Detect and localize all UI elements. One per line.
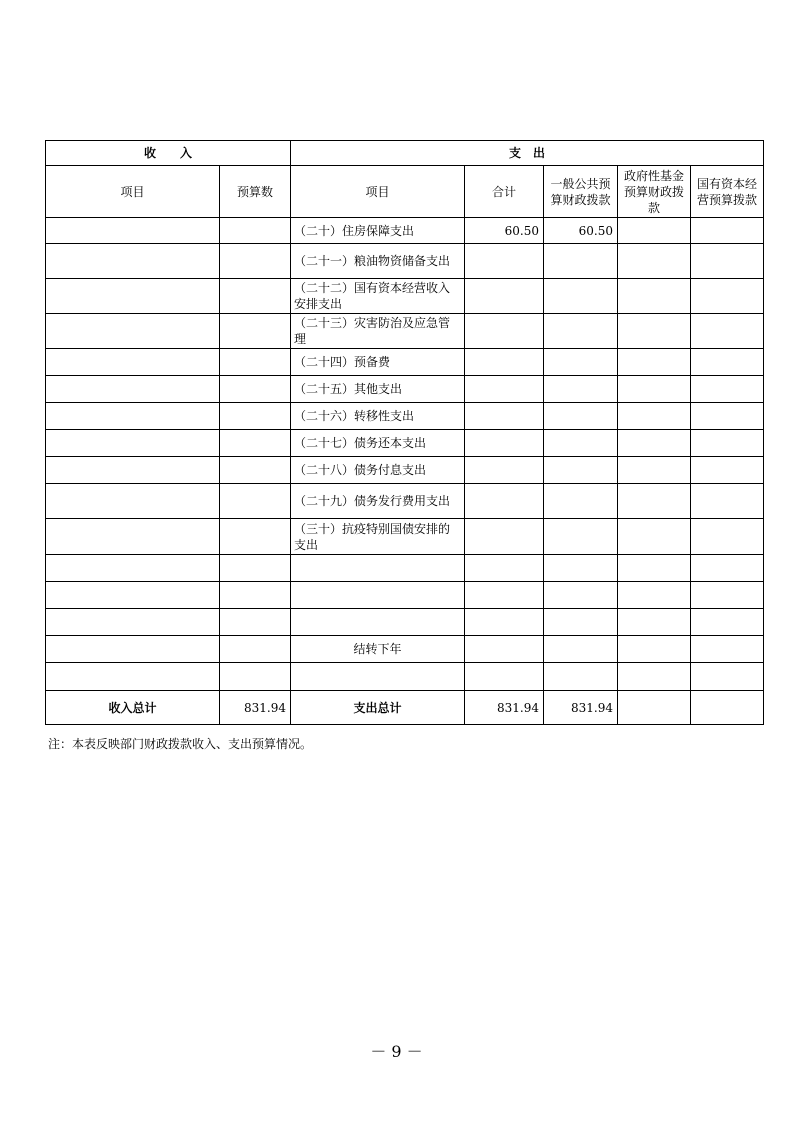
- expense-general-total: 831.94: [544, 691, 618, 725]
- col-general-public: 一般公共预算财政拨款: [544, 166, 618, 218]
- row-general: [544, 244, 618, 279]
- table-row: [46, 403, 764, 430]
- col-total: 合计: [465, 166, 544, 218]
- row-general: [544, 457, 618, 484]
- table-row: [46, 218, 764, 244]
- row-general: [544, 519, 618, 555]
- row-general: 60.50: [544, 218, 618, 244]
- expense-item: （二十二）国有资本经营收入安排支出: [291, 279, 465, 314]
- empty-row: [46, 663, 764, 691]
- row-general: [544, 314, 618, 349]
- row-general: [544, 279, 618, 314]
- row-general: [544, 376, 618, 403]
- empty-row: [46, 555, 764, 582]
- table-row: [46, 430, 764, 457]
- empty-row: [46, 609, 764, 636]
- col-state-capital: 国有资本经营预算拨款: [691, 166, 764, 218]
- page-number: － 9 －: [370, 1042, 423, 1061]
- row-total: [465, 314, 544, 349]
- budget-table: [45, 140, 764, 725]
- row-total: 60.50: [465, 218, 544, 244]
- row-total: [465, 484, 544, 519]
- col-budget-amount: 预算数: [220, 166, 291, 218]
- table-row: [46, 244, 764, 279]
- expense-item: （二十四）预备费: [291, 349, 465, 376]
- expense-item: （二十）住房保障支出: [291, 218, 465, 244]
- expense-header: 支 出: [291, 141, 764, 166]
- row-total: [465, 519, 544, 555]
- expense-total-value: 831.94: [465, 691, 544, 725]
- row-general: [544, 430, 618, 457]
- row-general: [544, 484, 618, 519]
- row-total: [465, 244, 544, 279]
- expense-item: （二十三）灾害防治及应急管理: [291, 314, 465, 349]
- carry-forward-label: 结转下年: [291, 636, 465, 663]
- row-total: [465, 430, 544, 457]
- row-total: [465, 457, 544, 484]
- income-total-label: 收入总计: [46, 691, 220, 725]
- empty-row: [46, 582, 764, 609]
- row-total: [465, 376, 544, 403]
- row-total: [465, 279, 544, 314]
- expense-item: （二十九）债务发行费用支出: [291, 484, 465, 519]
- col-gov-fund: 政府性基金预算财政拨款: [618, 166, 691, 218]
- table-note: 注：本表反映部门财政拨款收入、支出预算情况。: [48, 737, 313, 751]
- expense-item: （三十）抗疫特别国债安排的支出: [291, 519, 465, 555]
- row-total: [465, 403, 544, 430]
- expense-item: （二十一）粮油物资储备支出: [291, 244, 465, 279]
- row-general: [544, 349, 618, 376]
- col-expense-item: 项目: [291, 166, 465, 218]
- expense-item: （二十七）债务还本支出: [291, 430, 465, 457]
- expense-item: （二十八）债务付息支出: [291, 457, 465, 484]
- table-row: [46, 279, 764, 314]
- row-general: [544, 403, 618, 430]
- expense-item: （二十五）其他支出: [291, 376, 465, 403]
- table-row: [46, 349, 764, 376]
- col-income-item: 项目: [46, 166, 220, 218]
- header-row-1: [46, 141, 764, 166]
- row-total: [465, 349, 544, 376]
- header-row-2: [46, 166, 764, 218]
- table-row: [46, 519, 764, 555]
- income-header: 收 入: [46, 141, 291, 166]
- table-row: [46, 376, 764, 403]
- expense-item: （二十六）转移性支出: [291, 403, 465, 430]
- totals-row: [46, 691, 764, 725]
- table-row: [46, 314, 764, 349]
- expense-total-label: 支出总计: [291, 691, 465, 725]
- table-row: [46, 457, 764, 484]
- income-total-value: 831.94: [220, 691, 291, 725]
- table-row: [46, 484, 764, 519]
- carry-forward-row: [46, 636, 764, 663]
